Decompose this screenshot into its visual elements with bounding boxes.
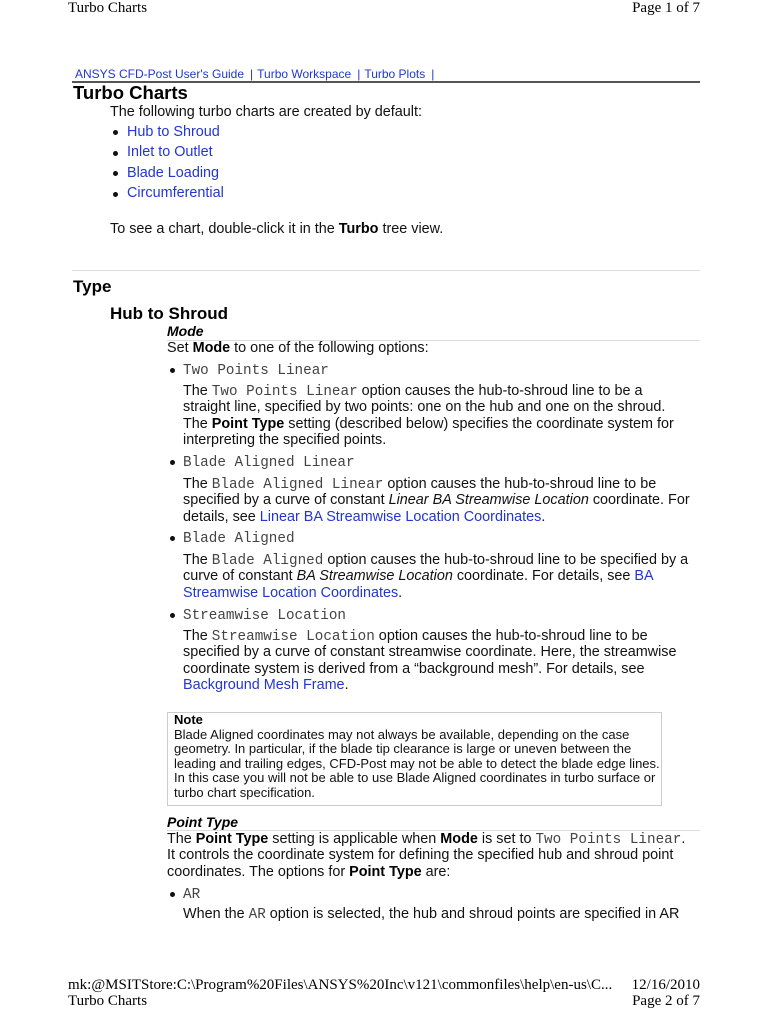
print-footer-path: mk:@MSITStore:C:\Program%20Files\ANSYS%20Inc\v121\commonfiles\help\en-us\C... <box>68 977 613 993</box>
bullet-icon <box>170 368 175 373</box>
note-line: geometry. In particular, if the blade tip clearance is large or uneven between the <box>174 741 632 757</box>
default-charts-list <box>113 122 224 204</box>
inline-code: Two Points Linear <box>535 831 682 848</box>
desc-text: curve of constant <box>183 568 297 585</box>
point-type-description <box>167 831 685 880</box>
option-description <box>183 476 690 525</box>
intro-text: The following turbo charts are created by default: <box>110 103 422 120</box>
desc-text: option causes the hub-to-shroud line to be a <box>357 382 643 399</box>
desc-text: specified by a curve of constant streamwise coordinate. Here, the streamwise <box>183 644 677 661</box>
desc-text: . <box>398 584 403 601</box>
turbo-tree-term: Turbo <box>338 220 379 237</box>
breadcrumb-link-turbo-plots[interactable]: Turbo Plots <box>364 67 426 81</box>
desc-text: is set to <box>477 830 536 847</box>
description-line <box>183 476 690 492</box>
tree-view-hint <box>110 221 443 237</box>
note-title: Note <box>174 712 203 727</box>
description-line <box>183 399 674 415</box>
mode-term: Mode <box>440 830 478 847</box>
list-item <box>113 122 224 143</box>
desc-text: details, see <box>183 508 260 525</box>
link-ba-streamwise-location-coordinates[interactable]: BA <box>634 568 654 585</box>
point-type-term: Point Type <box>211 415 285 432</box>
breadcrumb-link-users-guide[interactable]: ANSYS CFD-Post User's Guide <box>75 67 245 81</box>
inline-code: AR <box>248 906 266 923</box>
link-background-mesh-frame[interactable]: Background Mesh Frame <box>183 676 345 693</box>
section-heading-type: Type <box>73 277 112 296</box>
desc-text: coordinate system is derived from a “background mesh”. For details, see <box>183 660 645 677</box>
print-footer-page-number: Page 2 of 7 <box>632 993 700 1009</box>
print-header-title: Turbo Charts <box>68 0 148 16</box>
option-description <box>183 906 679 922</box>
desc-text: Set <box>167 339 193 356</box>
note-line: In this case you will not be able to use Blade Aligned coordinates in turbo surface or <box>174 770 656 786</box>
option-description <box>183 552 688 601</box>
option-description <box>183 628 677 694</box>
hint-text: tree view. <box>378 220 444 237</box>
description-line <box>183 416 674 432</box>
desc-text: It controls the coordinate system for defining the specified hub and shroud point <box>167 847 674 864</box>
desc-text: option causes the hub-to-shroud line to be <box>374 627 648 644</box>
subheading-hub-to-shroud: Hub to Shroud <box>110 304 229 323</box>
breadcrumb-separator: | <box>357 67 361 81</box>
description-line <box>183 677 677 693</box>
print-footer-title: Turbo Charts <box>68 993 148 1009</box>
desc-text: are: <box>421 863 451 880</box>
point-type-heading: Point Type <box>167 814 239 830</box>
desc-text: When the <box>183 905 249 922</box>
desc-text: specified by a curve of constant <box>183 492 389 509</box>
description-line <box>167 864 685 880</box>
desc-text: to one of the following options: <box>230 339 429 356</box>
desc-text: interpreting the specified points. <box>183 431 387 448</box>
breadcrumb-separator: | <box>431 67 435 81</box>
breadcrumb-separator: | <box>250 67 254 81</box>
list-item <box>113 142 224 163</box>
note-line: leading and trailing edges, CFD-Post may not be able to detect the blade edge lines. <box>174 755 660 771</box>
description-line <box>167 847 685 863</box>
italic-term: Linear BA Streamwise Location <box>388 492 589 509</box>
desc-text: The <box>167 830 196 847</box>
option-item-ar <box>170 886 200 903</box>
page-title: Turbo Charts <box>73 81 188 103</box>
desc-text: coordinate. For <box>588 492 690 509</box>
bullet-icon <box>113 130 118 135</box>
description-line <box>183 661 677 677</box>
description-line <box>183 644 677 660</box>
option-name: Blade Aligned <box>183 530 295 547</box>
description-line <box>167 831 685 847</box>
section-divider <box>72 270 700 271</box>
description-line <box>183 552 688 568</box>
list-item <box>113 183 224 204</box>
chart-link-hub-to-shroud[interactable]: Hub to Shroud <box>127 123 220 140</box>
option-name: Streamwise Location <box>183 607 347 624</box>
note-line: Blade Aligned coordinates may not always be available, depending on the case <box>174 726 630 742</box>
italic-term: BA Streamwise Location <box>296 568 453 585</box>
inline-code: Two Points Linear <box>211 383 358 400</box>
print-footer-date: 12/16/2010 <box>631 977 700 993</box>
bullet-icon <box>170 892 175 897</box>
print-header-page-number: Page 1 of 7 <box>632 0 700 16</box>
bullet-icon <box>170 536 175 541</box>
link-ba-streamwise-location-coordinates[interactable]: Streamwise Location Coordinates <box>183 584 399 601</box>
breadcrumb-link-turbo-workspace[interactable]: Turbo Workspace <box>257 67 352 81</box>
desc-text: coordinates. The options for <box>167 863 350 880</box>
option-item-blade-aligned <box>170 530 295 547</box>
desc-text: The <box>183 551 212 568</box>
mode-heading: Mode <box>167 323 204 339</box>
option-name: AR <box>183 886 201 903</box>
desc-text: setting (described below) specifies the coordinate system for <box>284 415 674 432</box>
option-item-two-points-linear <box>170 362 329 379</box>
desc-text: option causes the hub-to-shroud line to be specified by a <box>323 551 689 568</box>
chart-link-circumferential[interactable]: Circumferential <box>127 185 224 202</box>
inline-code: Streamwise Location <box>211 628 375 645</box>
bullet-icon <box>113 171 118 176</box>
note-line: turbo chart specification. <box>174 784 315 800</box>
inline-code: Blade Aligned Linear <box>211 476 384 493</box>
option-description <box>183 383 674 449</box>
option-item-streamwise-location <box>170 607 346 624</box>
desc-text: option causes the hub-to-shroud line to be <box>383 475 657 492</box>
desc-text: straight line, specified by two points: one on the hub and one on the shroud. <box>183 399 666 416</box>
bullet-icon <box>113 192 118 197</box>
desc-text: coordinate. For details, see <box>452 568 635 585</box>
description-line <box>183 585 688 601</box>
bullet-icon <box>170 460 175 465</box>
chart-link-inlet-to-outlet[interactable]: Inlet to Outlet <box>127 144 213 161</box>
desc-text: setting is applicable when <box>268 830 441 847</box>
mode-term: Mode <box>192 339 231 356</box>
desc-text: option is selected, the hub and shroud points are specified in AR <box>265 905 680 922</box>
breadcrumb <box>75 67 438 81</box>
link-linear-ba-streamwise-location-coordinates[interactable]: Linear BA Streamwise Location Coordinates <box>259 508 542 525</box>
note-box <box>167 712 662 806</box>
desc-text: The <box>183 382 212 399</box>
bullet-icon <box>113 151 118 156</box>
desc-text: The <box>183 415 212 432</box>
inline-code: Blade Aligned <box>211 552 324 569</box>
point-type-term: Point Type <box>349 863 422 880</box>
desc-text: . <box>344 676 349 693</box>
point-type-term: Point Type <box>195 830 269 847</box>
bullet-icon <box>170 613 175 618</box>
description-line <box>183 628 677 644</box>
option-item-blade-aligned-linear <box>170 454 355 471</box>
description-line <box>183 906 679 922</box>
chart-link-blade-loading[interactable]: Blade Loading <box>127 164 220 181</box>
mode-intro <box>167 340 429 356</box>
list-item <box>113 163 224 184</box>
description-line <box>183 509 690 525</box>
hint-text: To see a chart, double-click it in the <box>110 220 339 237</box>
desc-text: The <box>183 627 212 644</box>
desc-text: . <box>681 830 686 847</box>
option-name: Two Points Linear <box>183 362 329 379</box>
description-line <box>183 383 674 399</box>
description-line <box>183 568 688 584</box>
option-name: Blade Aligned Linear <box>183 454 355 471</box>
description-line <box>183 432 674 448</box>
description-line <box>183 492 690 508</box>
desc-text: . <box>541 508 546 525</box>
desc-text: The <box>183 475 212 492</box>
